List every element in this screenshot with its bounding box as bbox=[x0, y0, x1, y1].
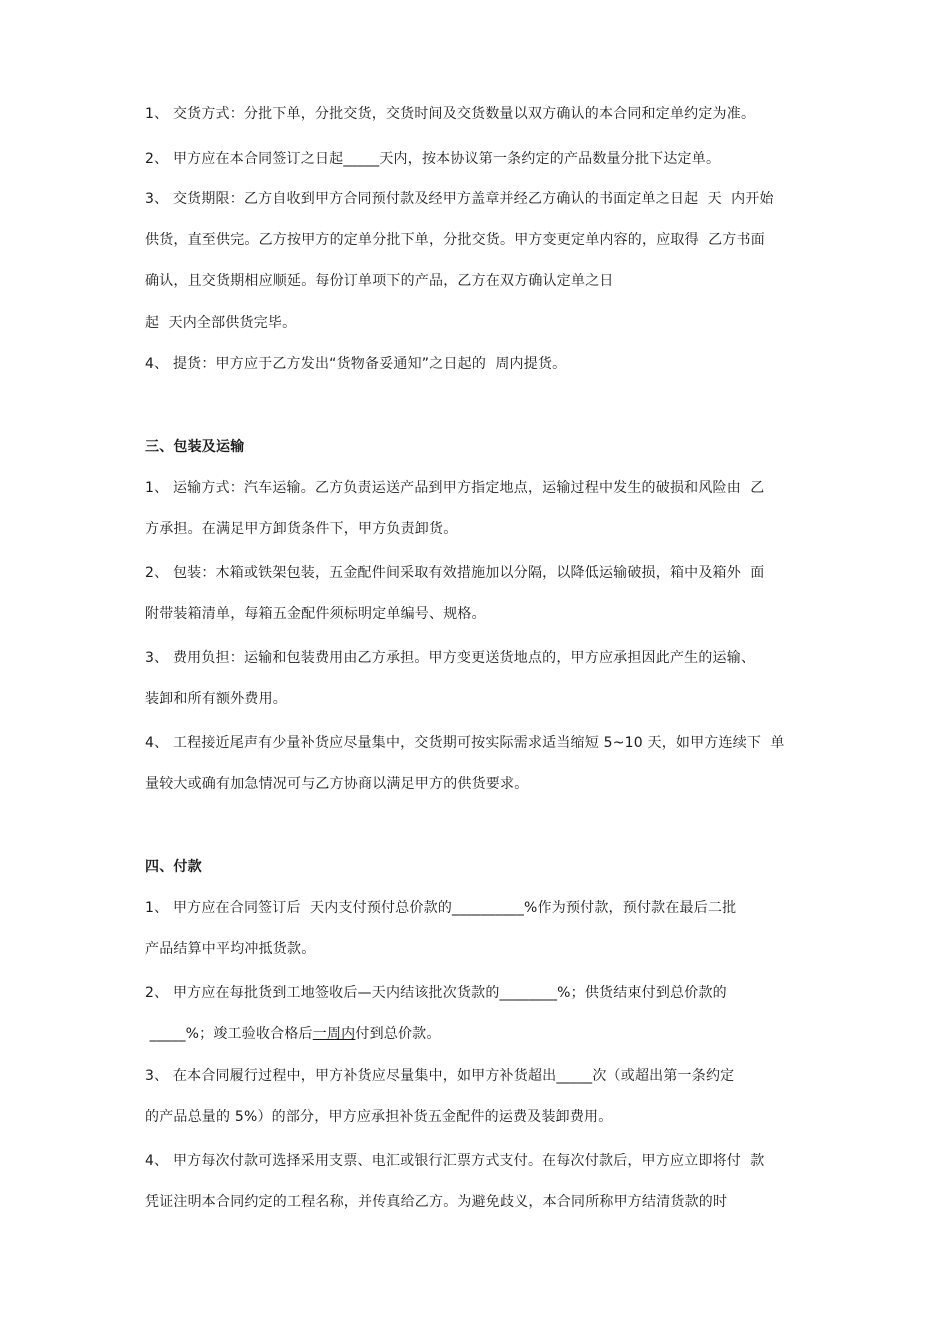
section-heading-payment: 四、付款 bbox=[145, 859, 202, 875]
payment-clause-2-line-1: 2、 甲方应在每批货到工地签收后—天内结该批次货款的________%；供货结束付到总价款的 bbox=[145, 985, 727, 1001]
payment-clause-4-line-2: 凭证注明本合同约定的工程名称，并传真给乙方。为避免歧义，本合同所称甲方结清货款的时 bbox=[145, 1194, 728, 1210]
packaging-clause-3-line-1: 3、 费用负担：运输和包装费用由乙方承担。甲方变更送货地点的，甲方应承担因此产生的运输、 bbox=[145, 650, 756, 666]
delivery-clause-1: 1、 交货方式：分批下单，分批交货，交货时间及交货数量以双方确认的本合同和定单约定为准。 bbox=[145, 106, 756, 122]
payment-clause-4-line-1: 4、 甲方每次付款可选择采用支票、电汇或银行汇票方式支付。在每次付款后，甲方应立即将付 款 bbox=[145, 1153, 765, 1169]
packaging-clause-4-line-1: 4、 工程接近尾声有少量补货应尽量集中，交货期可按实际需求适当缩短 5~10 天，如甲方连续下 单 bbox=[145, 735, 785, 751]
delivery-clause-3-line-2: 供货，直至供完。乙方按甲方的定单分批下单，分批交货。甲方变更定单内容的，应取得 乙方书面 bbox=[145, 232, 765, 248]
packaging-clause-2-line-2: 附带装箱清单，每箱五金配件须标明定单编号、规格。 bbox=[145, 606, 486, 622]
payment-clause-3-line-2: 的产品总量的 5%）的部分，甲方应承担补货五金配件的运费及装卸费用。 bbox=[145, 1109, 613, 1125]
payment-clause-2-text-a: _____%；竣工验收合格后 bbox=[145, 1026, 313, 1042]
payment-clause-1-line-2: 产品结算中平均冲抵货款。 bbox=[145, 941, 316, 957]
packaging-clause-1-line-1: 1、 运输方式：汽车运输。乙方负责运送产品到甲方指定地点，运输过程中发生的破损和风险由 乙 bbox=[145, 480, 765, 496]
payment-clause-2-text-c: 付到总价款。 bbox=[355, 1026, 441, 1042]
packaging-clause-1-line-2: 方承担。在满足甲方卸货条件下，甲方负责卸货。 bbox=[145, 521, 458, 537]
payment-clause-2-line-2 bbox=[145, 1024, 441, 1044]
packaging-clause-4-line-2: 量较大或确有加急情况可与乙方协商以满足甲方的供货要求。 bbox=[145, 776, 529, 792]
delivery-clause-2: 2、 甲方应在本合同签订之日起_____天内，按本协议第一条约定的产品数量分批下达定单。 bbox=[145, 151, 721, 167]
delivery-clause-4: 4、 提货：甲方应于乙方发出“货物备妥通知”之日起的 周内提货。 bbox=[145, 356, 567, 372]
delivery-clause-3-line-1: 3、 交货期限：乙方自收到甲方合同预付款及经甲方盖章并经乙方确认的书面定单之日起 天 内开始 bbox=[145, 191, 774, 207]
packaging-clause-2-line-1: 2、 包装：木箱或铁架包装，五金配件间采取有效措施加以分隔，以降低运输破损，箱中及箱外 面 bbox=[145, 565, 765, 581]
section-heading-packaging: 三、包装及运输 bbox=[145, 439, 245, 455]
payment-clause-3-line-1: 3、 在本合同履行过程中，甲方补货应尽量集中，如甲方补货超出_____次（或超出第一条约定 bbox=[145, 1068, 735, 1084]
payment-clause-1-line-1: 1、 甲方应在合同签订后 天内支付预付总价款的__________%作为预付款，预付款在最后二批 bbox=[145, 900, 737, 916]
payment-clause-2-underlined-term: 一周内 bbox=[312, 1026, 356, 1042]
delivery-clause-3-line-3: 确认，且交货期相应顺延。每份订单项下的产品，乙方在双方确认定单之日 bbox=[145, 273, 614, 289]
delivery-clause-3-line-4: 起 天内全部供货完毕。 bbox=[145, 315, 297, 331]
packaging-clause-3-line-2: 装卸和所有额外费用。 bbox=[145, 691, 287, 707]
